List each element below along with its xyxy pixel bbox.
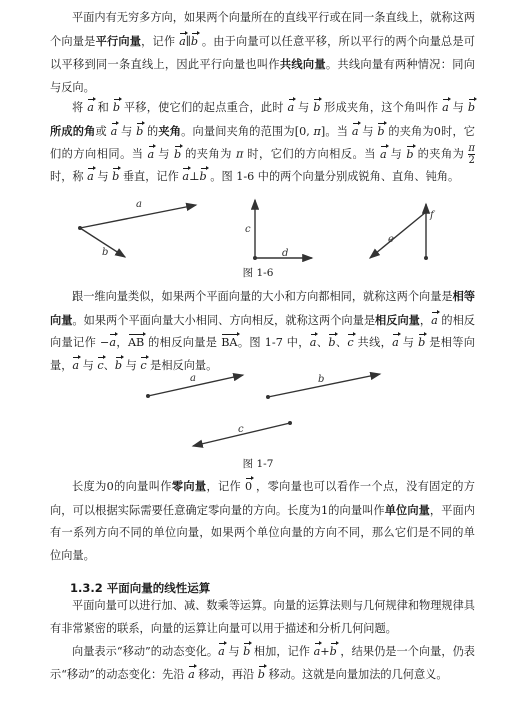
paragraph-linear-operations: 平面向量可以进行加、减、数乘等运算。向量的运算法则与几何规律和物理规律具有非常紧密的联系，向量的运算让向量可以用于描述和分析几何问题。 [50,599,475,635]
figure-1-6-caption: 图 1-6 [242,267,274,279]
label-b-fig17: b [318,374,325,385]
section-heading: 1.3.2 平面向量的线性运算 [70,581,211,595]
label-c-fig16: c [245,224,251,235]
paragraph-vector-addition: 向量表示“移动”的动态变化。a 与 b 相加，记作 a+b ，结果仍是一个向量，仍表示“移动”的动态变化：先沿 a 移动，再沿 b 移动。这就是向量加法的几何意义。 [50,641,475,686]
paragraph-parallel-vectors: 平面内有无穷多方向，如果两个向量所在的直线平行或在同一条直线上，就称这两个向量是平行向量，记作 a∥b 。由于向量可以任意平移，所以平行的两个向量总是可以平移到同一条直线上，因此平行向量也叫作共线向量。共线向量有两种情况：同向与反向。 [50,11,475,94]
label-a-fig17: a [190,373,196,384]
label-f-fig16: f [430,210,434,221]
vector-e-fig16 [370,212,426,258]
label-d-fig16: d [282,248,289,259]
paragraph-equal-opposite-vectors: 跟一维向量类似，如果两个平面向量的大小和方向都相同，就称这两个向量是相等向量。如果两个平面向量大小相同、方向相反，就称这两个向量是相反向量，a 的相反向量记作 −a，AB 的相反向量是 BA。图 1-7 中，a、b、c 共线，a 与 b 是相等向量，a 与 c、b 与 c 是相反向量。 [50,285,475,377]
label-a-fig16: a [136,199,142,210]
paragraph-zero-unit-vectors: 长度为0的向量叫作零向量，记作 0 ，零向量也可以看作一个点，没有固定的方向，可以根据实际需要任意确定零向量的方向。长度为1的向量叫作单位向量，平面内有一系列方向不同的单位向量，如果两个单位向量的方向不同，那么它们是不同的单位向量。 [50,475,475,567]
paragraph-vector-angle: 将 a 和 b 平移，使它们的起点重合，此时 a 与 b 形成夹角，这个角叫作 a 与 b 所成的角或 a 与 b 的夹角。向量间夹角的范围为[0, π]。当 a 与 b 的夹角为0时，它们的方向相同。当 a 与 b 的夹角为 π 时，它们的方向相反。当 a 与 b 的夹角为 $\frac{\pi}{2}$ 时，称 a 与 b 垂直，记作 a⊥b 。图 1-6 中的两个向量分别成锐角、直角、钝角。 [50,97,475,189]
label-c-fig17: c [238,424,244,435]
label-e-fig16: e [388,234,394,245]
figure-1-7-caption: 图 1-7 [242,458,274,470]
label-b-fig16: b [102,247,109,258]
